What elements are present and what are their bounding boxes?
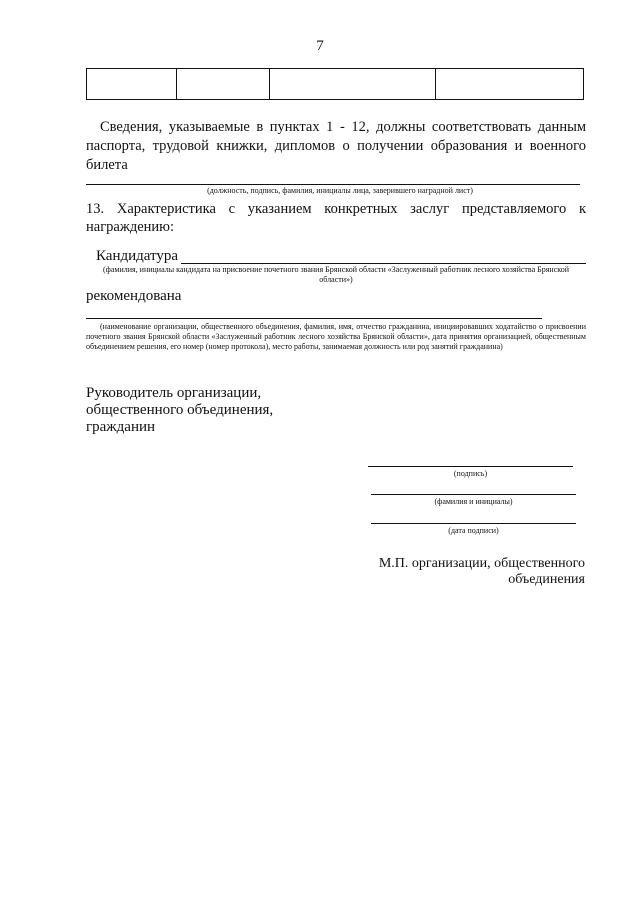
head-line-1: Руководитель организации, — [86, 385, 262, 401]
info-paragraph-text: Сведения, указываемые в пунктах 1 - 12, должны соответствовать данным паспорта, трудовой книжки, дипломов о получении образования и военного билета — [86, 119, 586, 173]
signature-field — [368, 466, 573, 479]
recommended-label: рекомендована — [86, 288, 182, 304]
candidacy-line — [181, 263, 586, 264]
page-number: 7 — [316, 38, 324, 54]
signature-caption: (подпись) — [453, 469, 488, 478]
organization-caption — [86, 322, 586, 352]
table-cell — [436, 69, 584, 100]
table-cell — [177, 69, 270, 100]
candidacy-caption: (фамилия, инициалы кандидата на присвоение почетного звания Брянской области «Заслуженный работник лесного хозяйства Брянской области») — [102, 265, 570, 284]
name-caption: (фамилия и инициалы) — [434, 497, 513, 506]
name-line — [371, 494, 576, 495]
organization-line — [86, 318, 542, 319]
date-line — [371, 523, 576, 524]
table-cell — [270, 69, 436, 100]
signature-line — [368, 466, 573, 467]
candidacy-label: Кандидатура — [96, 248, 179, 264]
organization-caption-text: (наименование организации, общественного объединения, фамилия, имя, отчество гражданина, инициировавших ходатайство о присвоении почетного звания Брянской области «Заслуженный работник лесного хозяйства Брянской области», дата принятия организацией, общественным объединением решения, его номер (номер протокола), место работы, занимаемая должность или род занятий гражданина) — [86, 322, 586, 351]
head-line-2: общественного объединения, — [86, 402, 274, 418]
certifier-caption: (должность, подпись, фамилия, инициалы лица, заверившего наградной лист) — [207, 186, 473, 195]
blank-table — [86, 68, 584, 100]
table-row — [87, 69, 584, 100]
date-field — [371, 523, 576, 536]
item-13: 13. Характеристика с указанием конкретных заслуг представляемого к награждению: — [86, 201, 586, 235]
name-field — [371, 494, 576, 507]
seal-text: М.П. организации, общественного объединения — [378, 556, 585, 587]
date-caption: (дата подписи) — [448, 526, 499, 535]
head-block — [86, 385, 273, 436]
head-line-3: гражданин — [86, 419, 156, 435]
certifier-line — [86, 184, 580, 185]
info-paragraph — [86, 118, 586, 175]
table-cell — [87, 69, 177, 100]
